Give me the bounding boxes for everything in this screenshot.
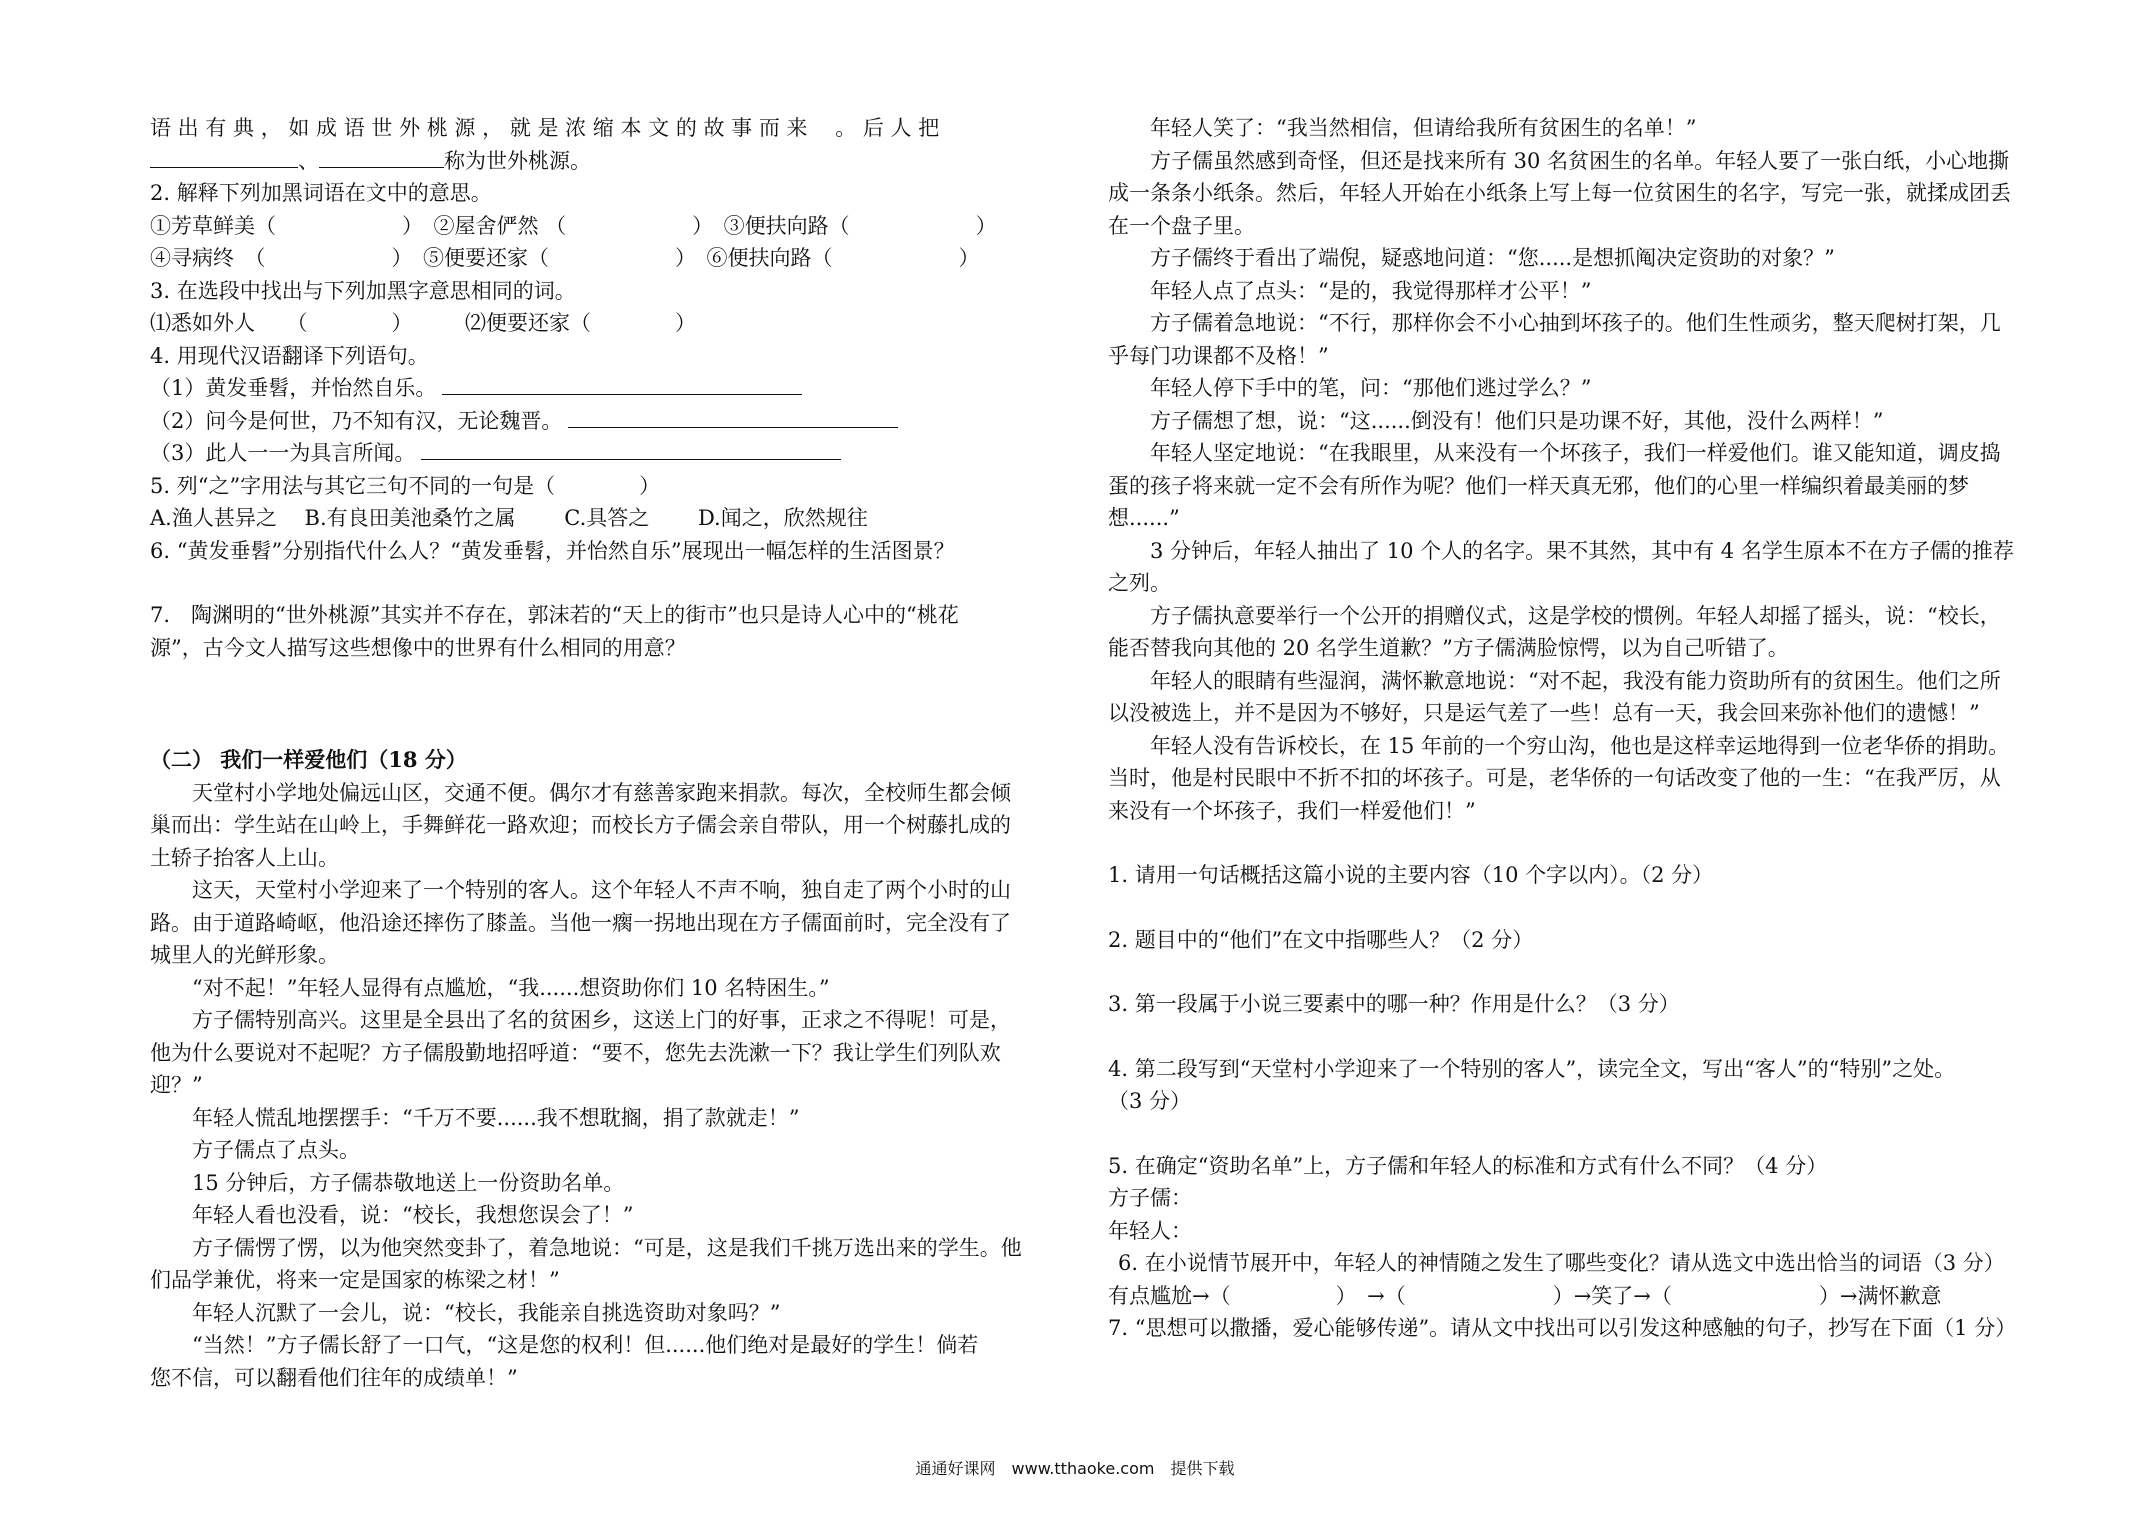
question-6: 6. 在小说情节展开中，年轻人的神情随之发生了哪些变化？请从选文中选出恰当的词语（3 分） [1118,1251,2005,1275]
story-paragraph: 方子儒终于看出了端倪，疑惑地问道：“您.....是想抓阄决定资助的对象？” [1150,246,1835,270]
story-line: 路。由于道路崎岖，他沿途还摔伤了膝盖。当他一瘸一拐地出现在方子儒面前时，完全没有了 [150,910,1011,935]
question-4-item-1 [150,372,1065,405]
story-line: 他为什么要说对不起呢？方子儒殷勤地招呼道：“要不，您先去洗漱一下？我让学生们列队欢 [150,1040,1001,1065]
question-7: 7. “思想可以撒播，爱心能够传递”。请从文中找出可以引发这种感触的句子，抄写在下面（1 分） [1108,1316,2017,1340]
text-fragment: 称为世外桃源。 [444,148,591,173]
story-line: 迎？” [150,1073,203,1097]
story-paragraph: 方子儒特别高兴。这里是全县出了名的贫困乡，这送上门的好事，正求之不得呢！可是， [192,1008,1011,1032]
question-5-answer-b[interactable]: 年轻人： [1108,1218,1192,1243]
page-footer: 通通好课网 www.tthaoke.com 提供下载 [915,1459,1235,1478]
question-5-options: A.渔人甚异之 B.有良田美池桑竹之属 C.具答之 D.闻之，欣然规往 [150,506,868,530]
question-7-cont: 源”，古今文人描写这些想像中的世界有什么相同的用意？ [150,635,686,660]
story-paragraph: 方子儒想了想，说：“这......倒没有！他们只是功课不好，其他，没什么两样！” [1150,408,1884,433]
answer-space[interactable] [1108,892,2053,924]
spacer [150,712,1065,744]
story-paragraph: 方子儒虽然感到奇怪，但还是找来所有 30 名贫困生的名单。年轻人要了一张白纸，小心地撕 [1150,148,2010,173]
story-paragraph: 天堂村小学地处偏远山区，交通不便。偶尔才有慈善家跑来捐款。每次，全校师生都会倾 [192,780,1011,805]
answer-blank[interactable] [421,437,841,460]
story-line: 之列。 [1108,571,1171,595]
question-4-item-2 [150,405,1065,438]
question-3: 3. 第一段属于小说三要素中的哪一种？作用是什么？（3 分） [1108,992,1680,1016]
story-paragraph: 年轻人看也没看，说：“校长，我想您误会了！” [192,1203,634,1227]
story-line: 在一个盘子里。 [1108,213,1255,238]
answer-blank[interactable] [442,372,802,395]
question-4: 4. 用现代汉语翻译下列语句。 [150,343,429,368]
story-line: 土轿子抬客人上山。 [150,845,339,870]
story-line: 来没有一个坏孩子，我们一样爱他们！” [1108,798,1476,823]
right-column [1108,112,2053,1345]
question-3-items: ⑴悉如外人 （ ） ⑵便要还家（ ） [150,311,696,335]
story-line: 能否替我向其他的 20 名学生道歉？”方子儒满脸惊愕，以为自己听错了。 [1108,636,1789,660]
story-line: 蛋的孩子将来就一定不会有所作为呢？他们一样天真无邪，他们的心里一样编织着最美丽的梦 [1108,473,1969,498]
story-line: 城里人的光鲜形象。 [150,943,339,967]
story-paragraph: “对不起！”年轻人显得有点尴尬，“我......想资助你们 10 名特困生。” [192,975,830,1000]
question-5-answer-a[interactable]: 方子儒： [1108,1186,1192,1210]
question-5: 5. 列“之”字用法与其它三句不同的一句是（ ） [150,473,661,498]
story-paragraph: 3 分钟后，年轻人抽出了 10 个人的名字。果不其然，其中有 4 名学生原本不在方子儒的推荐 [1150,538,2014,563]
story-paragraph: 年轻人坚定地说：“在我眼里，从来没有一个坏孩子，我们一样爱他们。谁又能知道，调皮捣 [1150,441,2001,465]
question-4-item-3 [150,437,1065,470]
question-4-points: （3 分） [1108,1089,1192,1113]
story-line: 以没被选上，并不是因为不够好，只是运气差了一些！总有一天，我会回来弥补他们的遗憾！” [1108,701,1980,725]
answer-space[interactable] [1108,1118,2053,1150]
story-paragraph: 方子儒着急地说：“不行，那样你会不小心抽到坏孩子的。他们生性顽劣，整天爬树打架，几 [1150,311,2001,335]
question-3: 3. 在选段中找出与下列加黑字意思相同的词。 [150,278,576,303]
question-4: 4. 第二段写到“天堂村小学迎来了一个特别的客人”，读完全文，写出“客人”的“特别”之处。 [1108,1056,1956,1081]
answer-blank[interactable] [568,405,898,428]
story-paragraph: 年轻人笑了：“我当然相信，但请给我所有贫困生的名单！” [1150,116,1697,140]
answer-space[interactable] [150,567,1065,599]
question-2-items-b: ④寻病终 （ ） ⑤便要还家（ ） ⑥便扶向路（ ） [150,246,980,270]
answer-space[interactable] [1108,956,2053,988]
story-line: 想......” [1108,506,1180,530]
item-text: （1）黄发垂髫，并怡然自乐。 [150,376,437,400]
left-column [150,112,1065,1394]
story-paragraph: 方子儒执意要举行一个公开的捐赠仪式，这是学校的惯例。年轻人却摇了摇头，说：“校长， [1150,603,2001,628]
story-line: 巢而出：学生站在山岭上，手舞鲜花一路欢迎；而校长方子儒会亲自带队，用一个树藤扎成的 [150,813,1011,837]
question-2-items-a: ①芳草鲜美（ ） ②屋舍俨然 （ ） ③便扶向路（ ） [150,213,997,238]
story-paragraph: 年轻人没有告诉校长，在 15 年前的一个穷山沟，他也是这样幸运地得到一位老华侨的捐助。 [1150,733,2010,758]
spacer [1108,827,2053,859]
question-6: 6. “黄发垂髫”分别指代什么人？“黄发垂髫，并怡然自乐”展现出一幅怎样的生活图景？ [150,538,955,563]
section-heading: （二） 我们一样爱他们（18 分） [150,747,467,772]
answer-space[interactable] [150,664,1065,712]
question-6-chain[interactable]: 有点尴尬→（ ） →（ ）→笑了→（ ）→满怀歉意 [1108,1283,1942,1308]
blank[interactable] [319,145,444,168]
story-paragraph: 方子儒愣了愣，以为他突然变卦了，着急地说：“可是，这是我们千挑万选出来的学生。他 [192,1235,1022,1260]
story-line: 您不信，可以翻看他们往年的成绩单！” [150,1365,518,1390]
text-fragment: 、 [298,148,319,173]
story-paragraph: 年轻人慌乱地摆摆手：“千万不要......我不想耽搁，捐了款就走！” [192,1105,800,1130]
question-2: 2. 题目中的“他们”在文中指哪些人？（2 分） [1108,927,1534,952]
question-7: 7. 陶渊明的“世外桃源”其实并不存在，郭沫若的“天上的街市”也只是诗人心中的“桃花 [150,603,959,627]
text-line: 语 出 有 典 ， 如 成 语 世 外 桃 源 ， 就 是 浓 缩 本 文 的 故 事 而 来 。 后 人 把 [150,116,940,140]
question-2: 2. 解释下列加黑词语在文中的意思。 [150,181,492,205]
story-line: 乎每门功课都不及格！” [1108,343,1329,368]
story-line: 们品学兼优，将来一定是国家的栋梁之材！” [150,1268,560,1292]
story-paragraph: “当然！”方子儒长舒了一口气，“这是您的权利！但......他们绝对是最好的学生！倘若 [192,1333,979,1357]
story-paragraph: 这天，天堂村小学迎来了一个特别的客人。这个年轻人不声不响，独自走了两个小时的山 [192,878,1011,902]
question-1: 1. 请用一句话概括这篇小说的主要内容（10 个字以内）。（2 分） [1108,863,1714,887]
item-text: （2）问今是何世，乃不知有汉，无论魏晋。 [150,408,563,433]
story-line: 当时，他是村民眼中不折不扣的坏孩子。可是，老华侨的一句话改变了他的一生：“在我严厉，从 [1108,766,2001,790]
blank[interactable] [150,145,298,168]
story-paragraph: 年轻人点了点头：“是的，我觉得那样才公平！” [1150,278,1592,303]
item-text: （3）此人一一为具言所闻。 [150,441,416,465]
question-5: 5. 在确定“资助名单”上，方子儒和年轻人的标准和方式有什么不同？（4 分） [1108,1153,1828,1178]
story-paragraph: 15 分钟后，方子儒恭敬地送上一份资助名单。 [192,1170,625,1195]
story-paragraph: 方子儒点了点头。 [192,1138,360,1162]
story-paragraph: 年轻人停下手中的笔，问：“那他们逃过学么？” [1150,376,1592,400]
story-paragraph: 年轻人的眼睛有些湿润，满怀歉意地说：“对不起，我没有能力资助所有的贫困生。他们之所 [1150,668,2001,693]
story-paragraph: 年轻人沉默了一会儿，说：“校长，我能亲自挑选资助对象吗？” [192,1300,781,1325]
fill-blank-line [150,145,1065,178]
story-line: 成一条条小纸条。然后，年轻人开始在小纸条上写上每一位贫困生的名字，写完一张，就揉成团丢 [1108,181,2011,205]
answer-space[interactable] [1108,1021,2053,1053]
